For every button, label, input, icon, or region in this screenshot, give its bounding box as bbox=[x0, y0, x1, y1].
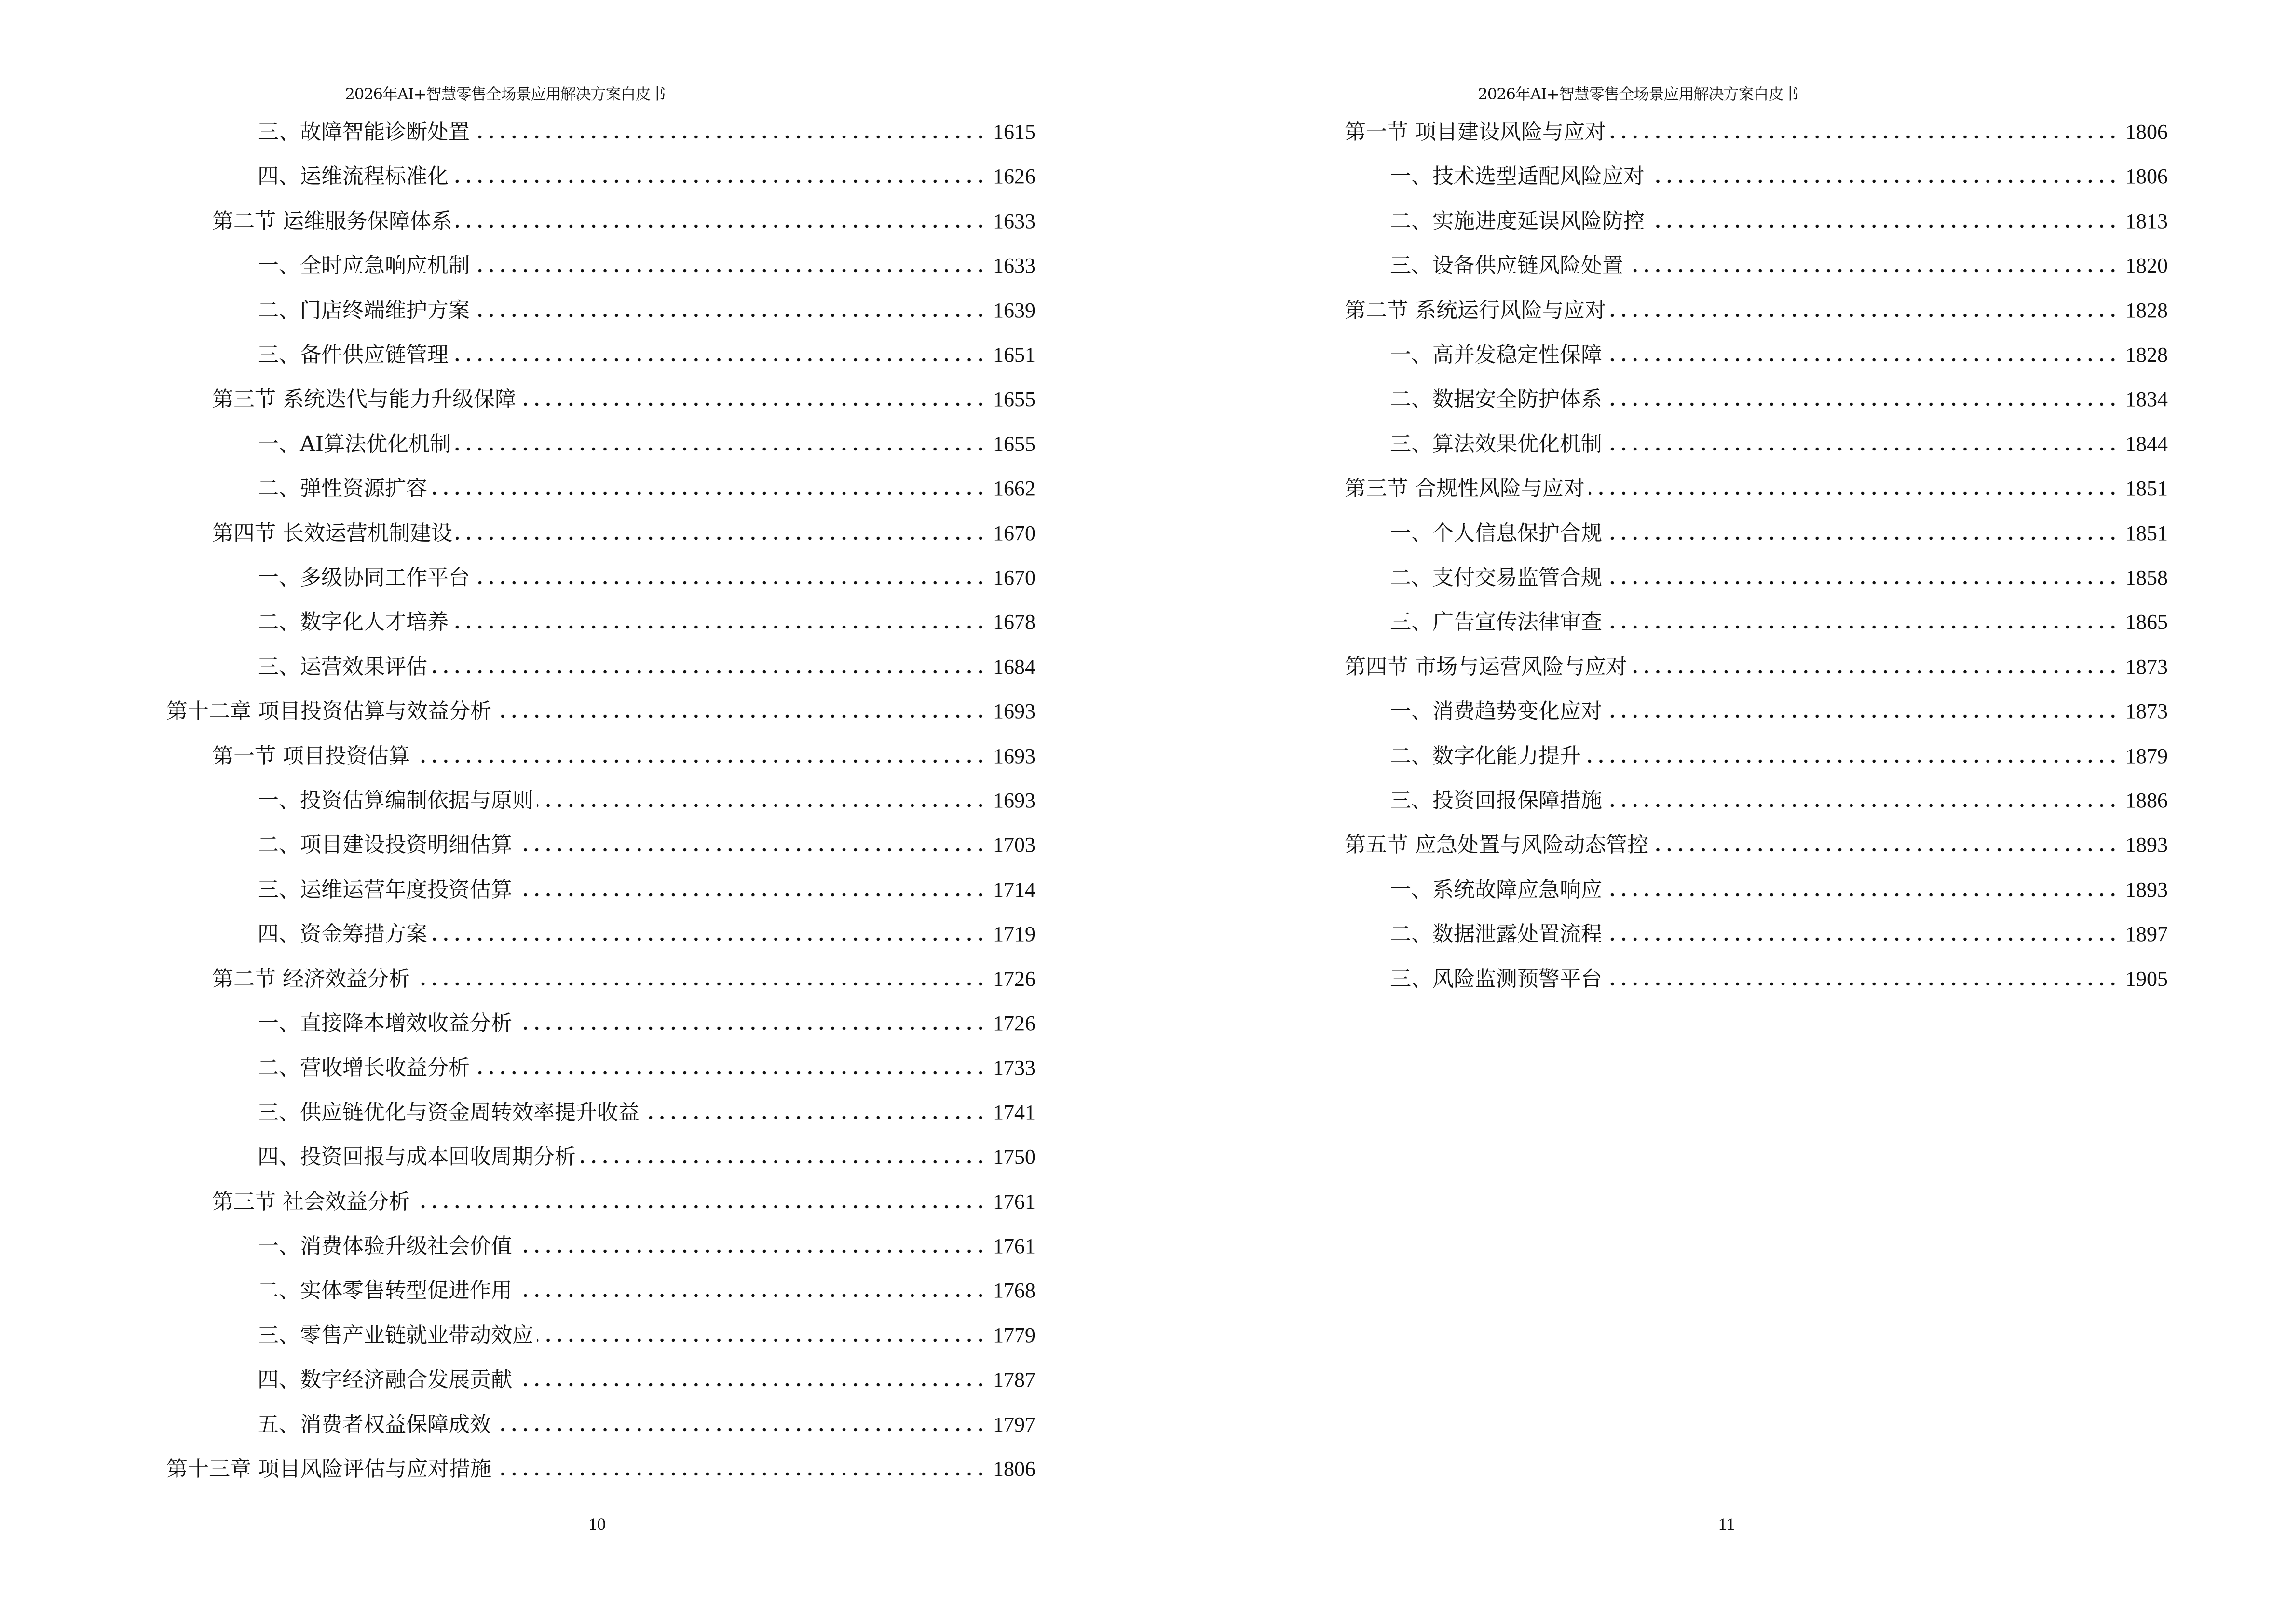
toc-entry-page-number: 1905 bbox=[2125, 967, 2168, 991]
dot-leader bbox=[643, 1115, 986, 1120]
toc-entry-item[interactable] bbox=[1390, 385, 2168, 414]
toc-entry-page-number: 1633 bbox=[993, 209, 1035, 233]
dot-leader bbox=[1652, 847, 2119, 853]
toc-entry-page-number: 1806 bbox=[2125, 120, 2168, 144]
dot-leader bbox=[1606, 401, 2119, 407]
toc-entry-page-number: 1684 bbox=[993, 655, 1035, 679]
toc-entry-title: 五、消费者权益保障成效 bbox=[258, 1412, 491, 1437]
toc-entry-item[interactable] bbox=[1390, 341, 2168, 369]
toc-entry-page-number: 1897 bbox=[2125, 922, 2168, 946]
toc-entry-page-number: 1651 bbox=[993, 343, 1035, 367]
toc-entry-title: 第一节 项目建设风险与应对 bbox=[1345, 120, 1606, 144]
toc-entry-item[interactable] bbox=[258, 875, 1035, 904]
toc-entry-title: 一、多级协同工作平台 bbox=[258, 565, 470, 590]
toc-entry-item[interactable] bbox=[1390, 162, 2168, 191]
dot-leader bbox=[516, 1248, 986, 1254]
toc-entry-title: 二、门店终端维护方案 bbox=[258, 298, 470, 323]
toc-entry-title: 四、投资回报与成本回收周期分析 bbox=[258, 1145, 576, 1169]
dot-leader bbox=[1648, 223, 2119, 229]
toc-entry-page-number: 1670 bbox=[993, 566, 1035, 589]
toc-entry-title: 一、直接降本增效收益分析 bbox=[258, 1011, 512, 1036]
dot-leader bbox=[1627, 268, 2119, 273]
dot-leader bbox=[414, 1204, 986, 1210]
toc-entry-page-number: 1733 bbox=[993, 1056, 1035, 1079]
toc-entry-item[interactable] bbox=[1390, 608, 2168, 637]
toc-entry-page-number: 1626 bbox=[993, 164, 1035, 188]
dot-leader bbox=[495, 713, 986, 719]
page-number: 11 bbox=[1718, 1515, 1735, 1534]
dot-leader bbox=[1606, 713, 2119, 719]
dot-leader bbox=[456, 223, 986, 229]
running-header: 2026年AI+智慧零售全场景应用解决方案白皮书 bbox=[345, 85, 666, 103]
dot-leader bbox=[431, 491, 986, 496]
toc-entry-page-number: 1879 bbox=[2125, 744, 2168, 768]
toc-entry-section[interactable] bbox=[1345, 653, 2168, 682]
dot-leader bbox=[537, 1337, 986, 1343]
dot-leader bbox=[516, 1025, 986, 1031]
toc-entry-item[interactable] bbox=[1390, 207, 2168, 236]
toc-entry-item[interactable] bbox=[258, 1321, 1035, 1350]
toc-entry-title: 三、零售产业链就业带动效应 bbox=[258, 1323, 533, 1348]
toc-entry-section[interactable] bbox=[212, 385, 1035, 414]
toc-entry-item[interactable] bbox=[258, 118, 1035, 147]
dot-leader bbox=[452, 357, 986, 363]
toc-entry-title: 二、支付交易监管合规 bbox=[1390, 565, 1602, 590]
toc-entry-page-number: 1761 bbox=[993, 1234, 1035, 1258]
dot-leader bbox=[516, 1293, 986, 1298]
toc-entry-title: 三、运营效果评估 bbox=[258, 655, 427, 679]
toc-entry-title: 第十二章 项目投资估算与效益分析 bbox=[166, 699, 491, 723]
toc-entry-section[interactable] bbox=[212, 207, 1035, 236]
toc-entry-item[interactable] bbox=[258, 1053, 1035, 1082]
dot-leader bbox=[580, 1159, 986, 1165]
dot-leader bbox=[520, 401, 986, 407]
toc-entry-title: 一、消费趋势变化应对 bbox=[1390, 699, 1602, 723]
toc-entry-item[interactable] bbox=[1390, 430, 2168, 459]
toc-entry-chapter[interactable] bbox=[166, 697, 1035, 726]
dot-leader bbox=[1589, 491, 2119, 496]
dot-leader bbox=[474, 134, 986, 140]
toc-entry-title: 二、项目建设投资明细估算 bbox=[258, 832, 512, 857]
toc-entry-page-number: 1693 bbox=[993, 699, 1035, 723]
toc-entry-page-number: 1678 bbox=[993, 610, 1035, 634]
dot-leader bbox=[516, 892, 986, 898]
toc-entry-title: 一、AI算法优化机制 bbox=[258, 432, 451, 456]
toc-entry-title: 三、算法效果优化机制 bbox=[1390, 432, 1602, 456]
toc-entry-title: 第五节 应急处置与风险动态管控 bbox=[1345, 832, 1648, 857]
toc-entry-item[interactable] bbox=[1390, 742, 2168, 771]
toc-entry-section[interactable] bbox=[212, 965, 1035, 994]
right-page bbox=[1144, 0, 2287, 1624]
toc-entry-page-number: 1719 bbox=[993, 922, 1035, 946]
toc-entry-title: 第三节 系统迭代与能力升级保障 bbox=[212, 387, 516, 411]
toc-entry-item[interactable] bbox=[258, 251, 1035, 280]
dot-leader bbox=[1606, 357, 2119, 363]
dot-leader bbox=[1606, 624, 2119, 630]
dot-leader bbox=[414, 758, 986, 764]
dot-leader bbox=[495, 1427, 986, 1433]
toc-entry-title: 第二节 经济效益分析 bbox=[212, 967, 410, 991]
dot-leader bbox=[516, 1382, 986, 1388]
toc-entry-page-number: 1750 bbox=[993, 1145, 1035, 1169]
dot-leader bbox=[1606, 981, 2119, 987]
running-header: 2026年AI+智慧零售全场景应用解决方案白皮书 bbox=[1478, 85, 1798, 103]
dot-leader bbox=[474, 1070, 986, 1076]
toc-entry-title: 二、数据泄露处置流程 bbox=[1390, 922, 1602, 946]
toc-entry-item[interactable] bbox=[258, 786, 1035, 815]
dot-leader bbox=[516, 847, 986, 853]
toc-entry-title: 一、投资估算编制依据与原则 bbox=[258, 788, 533, 813]
toc-entry-title: 第一节 项目投资估算 bbox=[212, 744, 410, 768]
toc-entry-title: 一、高并发稳定性保障 bbox=[1390, 342, 1602, 367]
toc-entry-item[interactable] bbox=[258, 1009, 1035, 1038]
toc-entry-page-number: 1806 bbox=[993, 1457, 1035, 1481]
toc-entry-title: 第三节 合规性风险与应对 bbox=[1345, 476, 1585, 501]
toc-entry-page-number: 1858 bbox=[2125, 566, 2168, 589]
toc-entry-section[interactable] bbox=[1345, 118, 2168, 147]
toc-entry-page-number: 1820 bbox=[2125, 254, 2168, 277]
toc-entry-page-number: 1893 bbox=[2125, 833, 2168, 857]
toc-entry-section[interactable] bbox=[1345, 474, 2168, 503]
toc-entry-section[interactable] bbox=[1345, 296, 2168, 325]
toc-entry-page-number: 1779 bbox=[993, 1324, 1035, 1347]
dot-leader bbox=[1606, 892, 2119, 898]
toc-entry-title: 三、供应链优化与资金周转效率提升收益 bbox=[258, 1100, 640, 1125]
toc-entry-page-number: 1828 bbox=[2125, 299, 2168, 322]
toc-entry-item[interactable] bbox=[258, 1098, 1035, 1127]
dot-leader bbox=[431, 936, 986, 942]
toc-entry-item[interactable] bbox=[1390, 965, 2168, 994]
page-number: 10 bbox=[588, 1515, 606, 1534]
toc-entry-item[interactable] bbox=[258, 831, 1035, 860]
toc-entry-item[interactable] bbox=[258, 608, 1035, 637]
toc-entry-title: 四、数字经济融合发展贡献 bbox=[258, 1367, 512, 1392]
toc-list bbox=[1144, 0, 2287, 1624]
toc-entry-item[interactable] bbox=[258, 296, 1035, 325]
dot-leader bbox=[1606, 580, 2119, 586]
toc-entry-page-number: 1639 bbox=[993, 299, 1035, 322]
toc-entry-title: 三、风险监测预警平台 bbox=[1390, 967, 1602, 991]
dot-leader bbox=[1610, 134, 2119, 140]
toc-entry-section[interactable] bbox=[1345, 831, 2168, 860]
toc-entry-title: 二、弹性资源扩容 bbox=[258, 476, 427, 501]
toc-entry-section[interactable] bbox=[212, 742, 1035, 771]
toc-entry-page-number: 1813 bbox=[2125, 209, 2168, 233]
toc-entry-section[interactable] bbox=[212, 519, 1035, 548]
dot-leader bbox=[452, 624, 986, 630]
dot-leader bbox=[474, 313, 986, 318]
toc-entry-page-number: 1834 bbox=[2125, 387, 2168, 411]
toc-entry-page-number: 1633 bbox=[993, 254, 1035, 277]
toc-entry-page-number: 1806 bbox=[2125, 164, 2168, 188]
toc-entry-title: 二、实施进度延误风险防控 bbox=[1390, 209, 1645, 233]
toc-entry-item[interactable] bbox=[258, 162, 1035, 191]
toc-entry-title: 一、消费体验升级社会价值 bbox=[258, 1234, 512, 1258]
toc-entry-title: 第二节 运维服务保障体系 bbox=[212, 209, 452, 233]
toc-entry-page-number: 1714 bbox=[993, 878, 1035, 901]
toc-entry-item[interactable] bbox=[258, 1143, 1035, 1172]
toc-entry-title: 二、营收增长收益分析 bbox=[258, 1055, 470, 1080]
toc-entry-page-number: 1851 bbox=[2125, 521, 2168, 545]
dot-leader bbox=[537, 803, 986, 808]
toc-entry-page-number: 1741 bbox=[993, 1101, 1035, 1124]
toc-entry-title: 二、数字化能力提升 bbox=[1390, 744, 1581, 768]
toc-entry-title: 三、运维运营年度投资估算 bbox=[258, 877, 512, 902]
toc-entry-page-number: 1761 bbox=[993, 1190, 1035, 1214]
toc-entry-title: 一、系统故障应急响应 bbox=[1390, 877, 1602, 902]
dot-leader bbox=[456, 535, 986, 541]
toc-entry-page-number: 1670 bbox=[993, 521, 1035, 545]
dot-leader bbox=[1585, 758, 2119, 764]
toc-entry-item[interactable] bbox=[1390, 875, 2168, 904]
toc-entry-title: 三、设备供应链风险处置 bbox=[1390, 253, 1623, 278]
toc-entry-item[interactable] bbox=[1390, 519, 2168, 548]
dot-leader bbox=[495, 1471, 986, 1477]
toc-entry-page-number: 1865 bbox=[2125, 610, 2168, 634]
toc-entry-page-number: 1615 bbox=[993, 120, 1035, 144]
toc-entry-title: 三、广告宣传法律审查 bbox=[1390, 610, 1602, 634]
toc-entry-title: 三、投资回报保障措施 bbox=[1390, 788, 1602, 813]
toc-entry-title: 第二节 系统运行风险与应对 bbox=[1345, 298, 1606, 323]
dot-leader bbox=[1610, 313, 2119, 318]
toc-entry-title: 三、故障智能诊断处置 bbox=[258, 120, 470, 144]
dot-leader bbox=[431, 669, 986, 675]
toc-entry-page-number: 1726 bbox=[993, 967, 1035, 991]
toc-entry-page-number: 1797 bbox=[993, 1413, 1035, 1436]
toc-entry-item[interactable] bbox=[258, 1276, 1035, 1305]
toc-entry-title: 第三节 社会效益分析 bbox=[212, 1189, 410, 1214]
toc-entry-title: 二、数据安全防护体系 bbox=[1390, 387, 1602, 411]
dot-leader bbox=[455, 446, 986, 452]
dot-leader bbox=[1606, 446, 2119, 452]
toc-entry-item[interactable] bbox=[1390, 786, 2168, 815]
toc-entry-page-number: 1693 bbox=[993, 744, 1035, 768]
toc-entry-item[interactable] bbox=[258, 1232, 1035, 1261]
toc-entry-item[interactable] bbox=[258, 1410, 1035, 1439]
toc-entry-title: 四、运维流程标准化 bbox=[258, 164, 449, 189]
toc-entry-page-number: 1873 bbox=[2125, 699, 2168, 723]
toc-entry-chapter[interactable] bbox=[166, 1455, 1035, 1484]
toc-entry-item[interactable] bbox=[1390, 563, 2168, 592]
dot-leader bbox=[1648, 178, 2119, 184]
dot-leader bbox=[474, 268, 986, 273]
toc-entry-page-number: 1662 bbox=[993, 477, 1035, 500]
toc-entry-item[interactable] bbox=[258, 430, 1035, 459]
toc-entry-item[interactable] bbox=[258, 563, 1035, 592]
toc-entry-page-number: 1693 bbox=[993, 789, 1035, 812]
toc-entry-item[interactable] bbox=[258, 1365, 1035, 1394]
toc-entry-item[interactable] bbox=[258, 341, 1035, 369]
toc-entry-item[interactable] bbox=[258, 474, 1035, 503]
toc-entry-page-number: 1726 bbox=[993, 1011, 1035, 1035]
toc-entry-item[interactable] bbox=[1390, 920, 2168, 949]
dot-leader bbox=[474, 580, 986, 586]
toc-entry-page-number: 1844 bbox=[2125, 432, 2168, 456]
toc-entry-title: 第四节 市场与运营风险与应对 bbox=[1345, 655, 1627, 679]
toc-entry-page-number: 1893 bbox=[2125, 878, 2168, 901]
toc-entry-item[interactable] bbox=[1390, 251, 2168, 280]
dot-leader bbox=[452, 178, 986, 184]
toc-entry-page-number: 1655 bbox=[993, 432, 1035, 456]
dot-leader bbox=[1606, 936, 2119, 942]
toc-entry-page-number: 1768 bbox=[993, 1279, 1035, 1302]
toc-entry-title: 第十三章 项目风险评估与应对措施 bbox=[166, 1457, 491, 1481]
toc-entry-title: 一、技术选型适配风险应对 bbox=[1390, 164, 1645, 189]
toc-entry-page-number: 1655 bbox=[993, 387, 1035, 411]
dot-leader bbox=[1606, 535, 2119, 541]
toc-entry-section[interactable] bbox=[212, 1187, 1035, 1216]
toc-entry-title: 三、备件供应链管理 bbox=[258, 342, 449, 367]
toc-entry-item[interactable] bbox=[1390, 697, 2168, 726]
toc-entry-page-number: 1873 bbox=[2125, 655, 2168, 679]
toc-entry-page-number: 1851 bbox=[2125, 477, 2168, 500]
dot-leader bbox=[1631, 669, 2119, 675]
toc-entry-page-number: 1703 bbox=[993, 833, 1035, 857]
toc-entry-title: 一、全时应急响应机制 bbox=[258, 253, 470, 278]
toc-entry-title: 一、个人信息保护合规 bbox=[1390, 521, 1602, 546]
toc-entry-title: 二、实体零售转型促进作用 bbox=[258, 1278, 512, 1303]
toc-entry-item[interactable] bbox=[258, 653, 1035, 682]
toc-entry-title: 二、数字化人才培养 bbox=[258, 610, 449, 634]
toc-entry-page-number: 1828 bbox=[2125, 343, 2168, 367]
toc-entry-title: 第四节 长效运营机制建设 bbox=[212, 521, 452, 546]
dot-leader bbox=[1606, 803, 2119, 808]
toc-entry-item[interactable] bbox=[258, 920, 1035, 949]
toc-entry-title: 四、资金筹措方案 bbox=[258, 922, 427, 946]
toc-entry-page-number: 1787 bbox=[993, 1368, 1035, 1392]
toc-entry-page-number: 1886 bbox=[2125, 789, 2168, 812]
dot-leader bbox=[414, 981, 986, 987]
